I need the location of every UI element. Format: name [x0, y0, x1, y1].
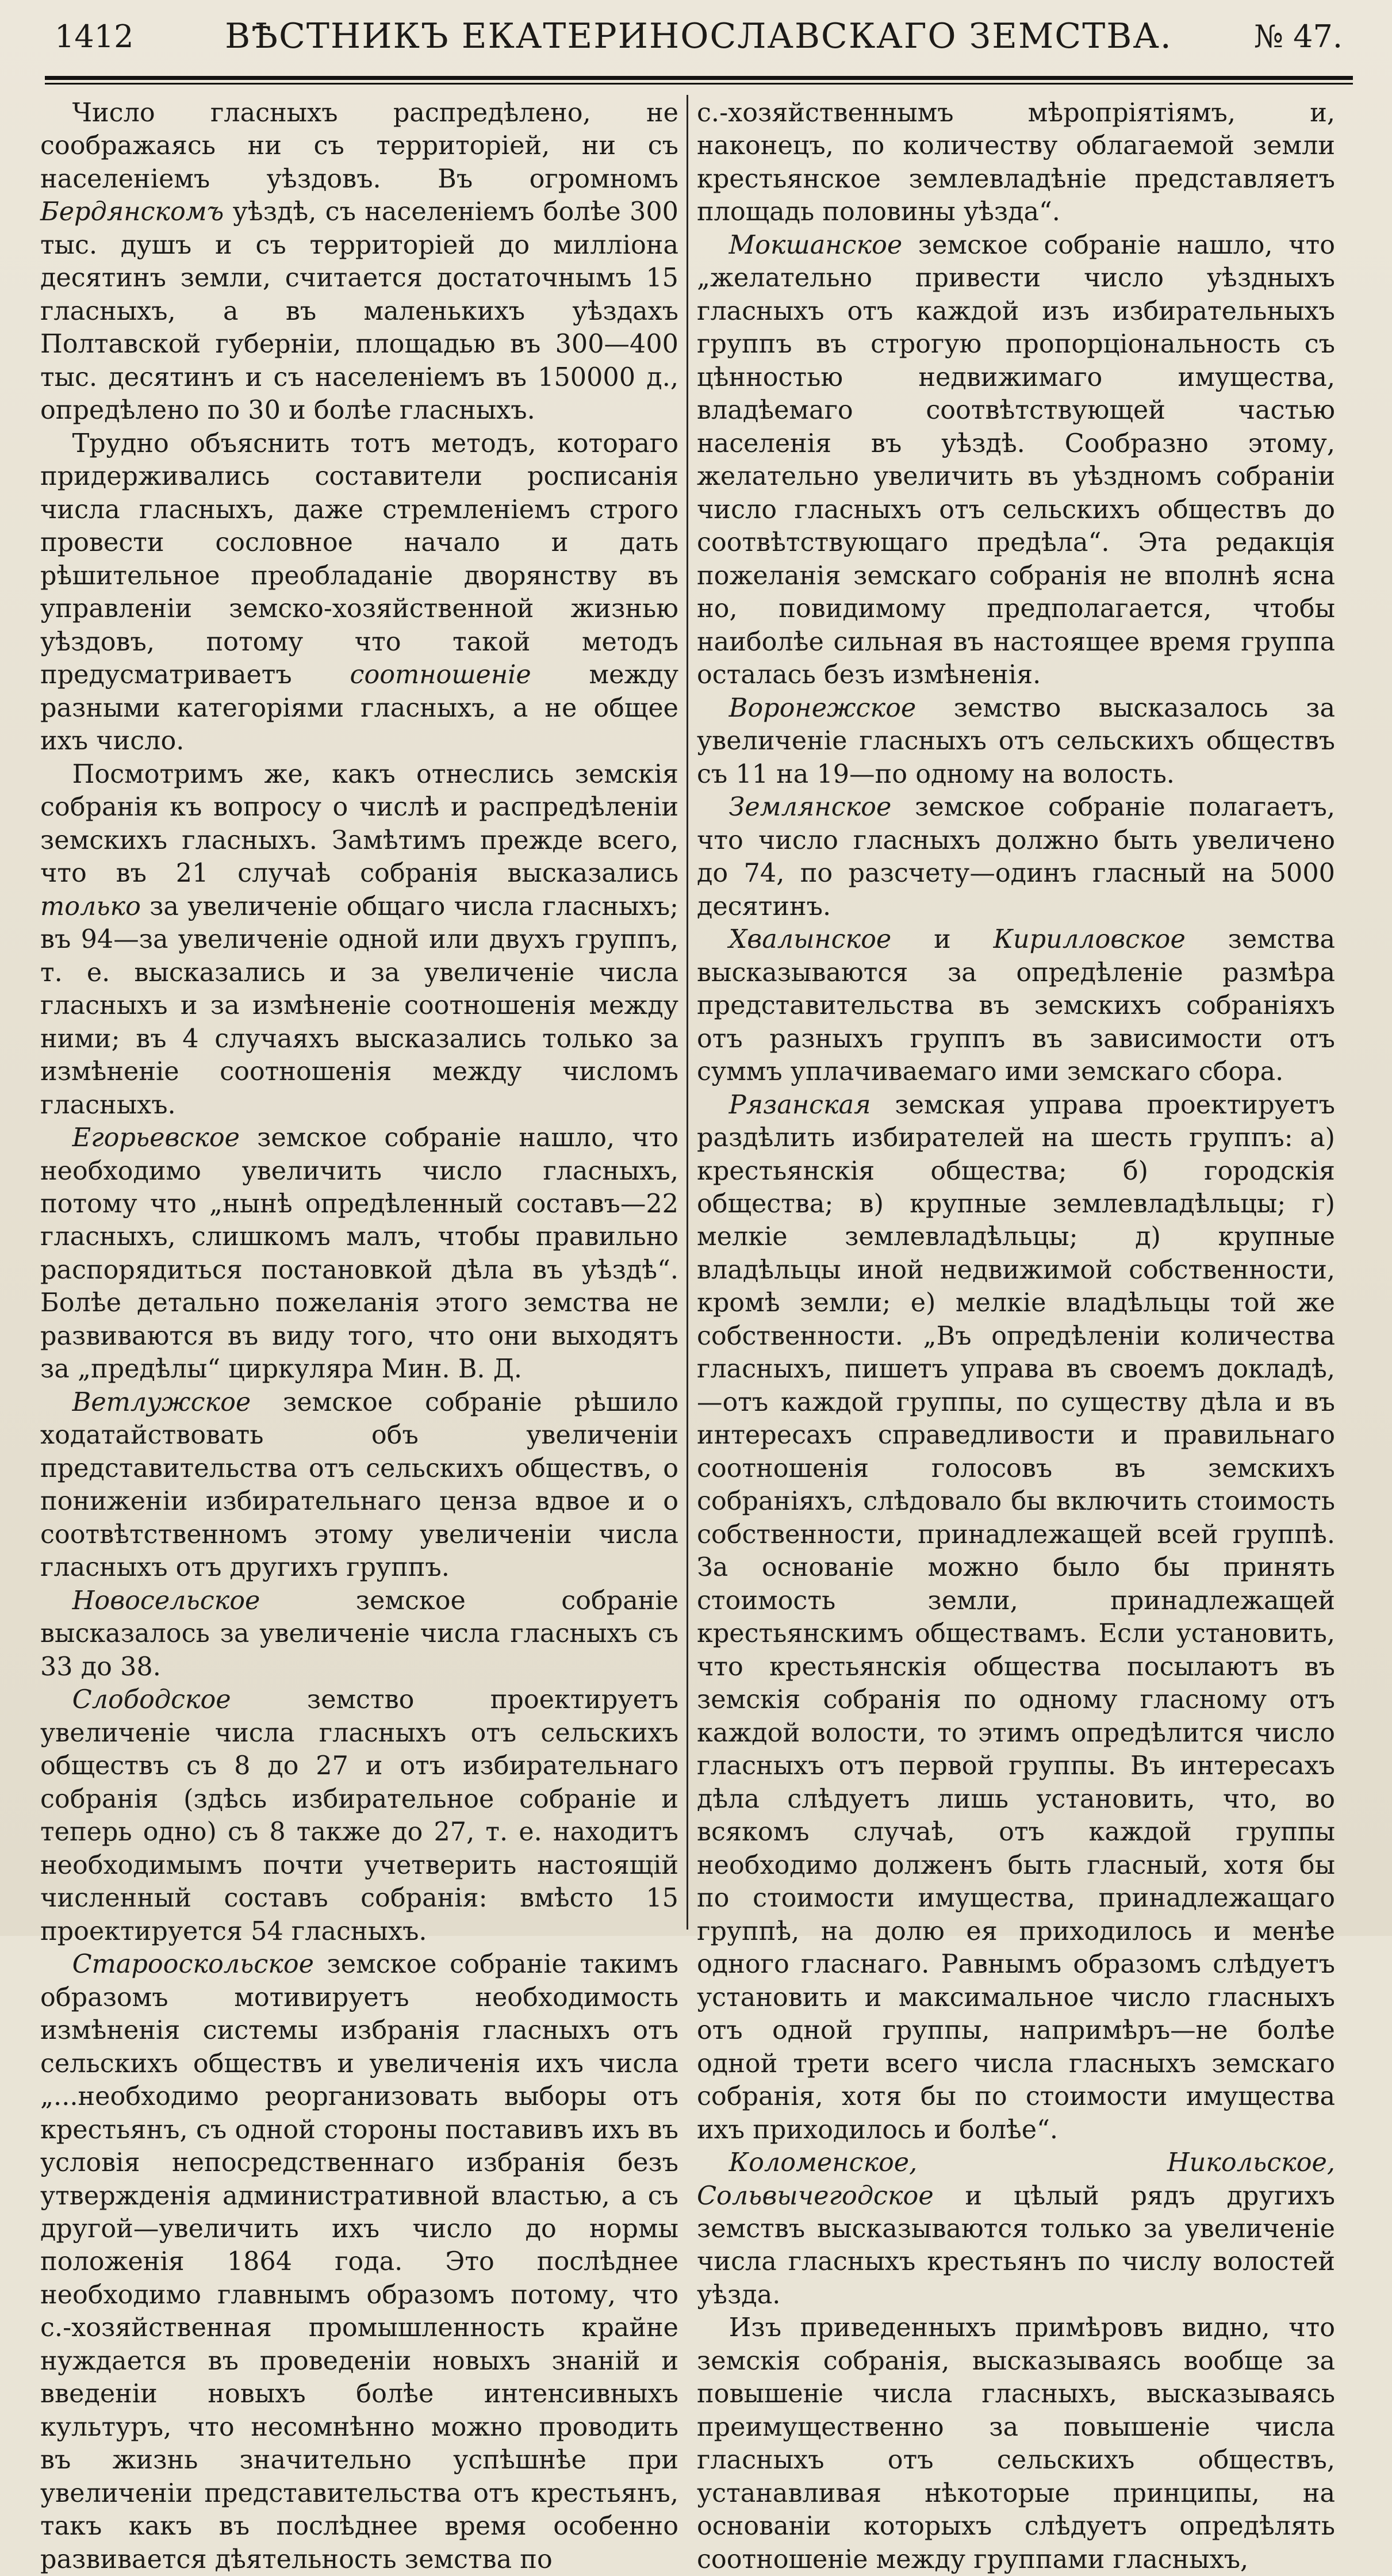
paragraph-text: уѣздѣ, съ населеніемъ болѣе 300 тыс. душъ и съ территоріей до милліона десятинъ земли, считается достаточнымъ 15 гласныхъ, а въ маленькихъ уѣздахъ Полтавской губерніи, площадью въ 300—400 тыс. десятинъ и съ населеніемъ въ 150000 д., опредѣлено по 30 и болѣе гласныхъ.	[40, 197, 678, 426]
paragraph	[40, 1948, 678, 2576]
paragraph	[40, 97, 678, 427]
emphasized-name: Коломенское, Никольское, Сольвычегодское	[697, 2148, 1335, 2211]
header-rule-thick	[45, 76, 1353, 80]
journal-title: ВѢСТНИКЪ ЕКАТЕРИНОСЛАВСКАГО ЗЕМСТВА.	[225, 16, 1172, 56]
paragraph-text: за увеличеніе общаго числа гласныхъ; въ 94—за увеличеніе одной или двухъ группъ, т. е. высказались и за увеличеніе числа гласныхъ и за измѣненіе соотношенія между ними; въ 4 случаяхъ высказались только за измѣненіе соотношенія между числомъ гласныхъ.	[40, 891, 678, 1120]
paragraph-text: Изъ приведенныхъ примѣровъ видно, что земскія собранія, высказываясь вообще за повышеніе числа гласныхъ, высказываясь преимущественно за повышеніе числа гласныхъ отъ сельскихъ обществъ, устанавливая нѣкоторые принципы, на основаніи которыхъ слѣдуетъ опредѣлять соотношеніе между группами гласныхъ,	[697, 2313, 1335, 2574]
paragraph	[40, 427, 678, 758]
paragraph-text: земское собраніе нашло, что необходимо увеличить число гласныхъ, потому что „нынѣ опредѣленный составъ—22 гласныхъ, слишкомъ малъ, чтобы правильно распорядиться постановкой дѣла въ уѣздѣ“. Болѣе детально пожеланія этого земства не развиваются въ виду того, что они выходятъ за „предѣлы“ циркуляра Мин. В. Д.	[40, 1123, 678, 1384]
paragraph-text: Число гласныхъ распредѣлено, не соображаясь ни съ территоріей, ни съ населеніемъ уѣздовъ. Въ огромномъ	[40, 98, 678, 194]
paragraph	[697, 1089, 1335, 2147]
paragraph-text: с.-хозяйственнымъ мѣропріятіямъ, и, наконецъ, по количеству облагаемой земли крестьянское землевладѣніе представляетъ площадь половины уѣзда“.	[697, 98, 1335, 227]
issue-number: № 47.	[1253, 18, 1343, 55]
emphasized-name: Хвалынское	[728, 925, 892, 955]
paragraph	[40, 1584, 678, 1683]
paragraph	[697, 97, 1335, 229]
emphasized-name: Егорьевское	[72, 1123, 240, 1153]
paragraph-text: земское собраніе полагаетъ, что число гласныхъ должно быть увеличено до 74, по разсчету—одинъ гласный на 5000 десятинъ.	[697, 793, 1335, 921]
paragraph-text: земское собраніе высказалось за увеличеніе числа гласныхъ съ 33 до 38.	[40, 1586, 678, 1682]
emphasized-name: Новосельское	[72, 1586, 260, 1616]
paragraph-text: и	[891, 925, 994, 955]
paragraph	[697, 692, 1335, 791]
page-header	[55, 13, 1343, 64]
paragraph-text: Трудно объяснить тотъ методъ, котораго придерживались составители росписанія числа гласныхъ, даже стремленіемъ строго провести сословное начало и дать рѣшительное преобладаніе дворянству въ управленіи земско-хозяйственной жизнью уѣздовъ, потому что такой методъ предусматриваетъ	[40, 428, 678, 690]
emphasized-name: Землянское	[728, 793, 892, 822]
left-column	[40, 97, 678, 2574]
paragraph-text: земство высказалось за увеличеніе гласныхъ отъ сельскихъ обществъ съ 11 на 19—по одному на волость.	[697, 693, 1335, 789]
right-column	[697, 97, 1335, 2574]
paragraph-text: между разными категоріями гласныхъ, а не общее ихъ число.	[40, 660, 678, 756]
emphasized-name: Ветлужское	[72, 1387, 251, 1417]
emphasized-name: Слободское	[72, 1685, 231, 1715]
column-separator	[687, 95, 688, 1930]
paragraph	[40, 1683, 678, 1948]
page-number: 1412	[55, 18, 134, 55]
paragraph-text: и цѣлый рядъ другихъ земствъ высказываются только за увеличеніе числа гласныхъ крестьянъ по числу волостей уѣзда.	[697, 2181, 1335, 2310]
paragraph	[697, 229, 1335, 692]
paragraph	[697, 2146, 1335, 2311]
emphasized-name: Воронежское	[728, 693, 917, 723]
paragraph-text: земства высказываются за опредѣленіе размѣра представительства въ земскихъ собраніяхъ отъ разныхъ группъ въ зависимости отъ суммъ уплачиваемаго ими земскаго сбора.	[697, 925, 1335, 1087]
header-rule-thin	[45, 83, 1353, 85]
emphasized-name: Мокшанское	[728, 230, 903, 260]
emphasized-name: Бердянскомъ	[40, 197, 224, 227]
paragraph-text: земское собраніе такимъ образомъ мотивируетъ необходимость измѣненія системы избранія гласныхъ отъ сельскихъ обществъ и увеличенія ихъ числа „...необходимо реорганизовать выборы отъ крестьянъ, съ одной стороны поставивъ ихъ въ условія непосредственнаго избранія безъ утвержденія административной властью, а съ другой—увеличить ихъ число до нормы положенія 1864 года. Это послѣднее необходимо главнымъ образомъ потому, что с.-хозяйственная промышленность крайне нуждается въ проведеніи новыхъ знаній и введеніи новыхъ болѣе интенсивныхъ культуръ, что несомнѣнно можно проводить въ жизнь значительно успѣшнѣе при увеличеніи представительства отъ крестьянъ, такъ какъ въ послѣднее время особенно развивается дѣятельность земства по	[40, 1950, 678, 2574]
emphasized-name: Рязанская	[728, 1090, 871, 1120]
paragraph-text: земская управа проектируетъ раздѣлить избирателей на шесть группъ: а) крестьянскія общества; б) городскія общества; в) крупные землевладѣльцы; г) мелкіе землевладѣльцы; д) крупные владѣльцы иной недвижимой собственности, кромѣ земли; е) мелкіе владѣльцы той же собственности. „Въ опредѣленіи количества гласныхъ, пишетъ управа въ своемъ докладѣ,—отъ каждой группы, по существу дѣла и въ интересахъ справедливости и правильнаго соотношенія голосовъ въ земскихъ собраніяхъ, слѣдовало бы включить стоимость собственности, принадлежащей всей группѣ. За основаніе можно было бы принять стоимость земли, принадлежащей крестьянскимъ обществамъ. Если установить, что крестьянскія общества посылаютъ въ земскія собранія по одному гласному отъ каждой волости, то этимъ опредѣлится число гласныхъ отъ первой группы. Въ интересахъ дѣла слѣдуетъ лишь установить, что, во всякомъ случаѣ, отъ каждой группы необходимо долженъ быть гласный, хотя бы по стоимости имущества, принадлежащаго группѣ, на долю ея приходилось и менѣе одного гласнаго. Равнымъ образомъ слѣдуетъ установить и максимальное число гласныхъ отъ одной группы, напримѣръ—не болѣе одной трети всего числа гласныхъ земскаго собранія, хотя бы по стоимости имущества ихъ приходилось и болѣе“.	[697, 1090, 1335, 2145]
paragraph	[40, 1386, 678, 1584]
paragraph-text: земское собраніе нашло, что „желательно привести число уѣздныхъ гласныхъ отъ каждой изъ избирательныхъ группъ въ строгую пропорціональность съ цѣнностью недвижимаго имущества, владѣемаго соотвѣтствующей частью населенія въ уѣздѣ. Сообразно этому, желательно увеличить въ уѣздномъ собраніи число гласныхъ отъ сельскихъ обществъ до соотвѣтствующаго предѣла“. Эта редакція пожеланія земскаго собранія не вполнѣ ясна но, повидимому предполагается, чтобы наиболѣе сильная въ настоящее время группа осталась безъ измѣненія.	[697, 230, 1335, 690]
emphasized-name: Старооскольское	[72, 1950, 314, 1980]
paragraph	[40, 1122, 678, 1386]
paragraph-text: земское собраніе рѣшило ходатайствовать объ увеличеніи представительства отъ сельскихъ обществъ, о пониженіи избирательнаго ценза вдвое и о соотвѣтственномъ этому увеличеніи числа гласныхъ отъ другихъ группъ.	[40, 1387, 678, 1583]
paragraph	[40, 758, 678, 1122]
paragraph-text: земство проектируетъ увеличеніе числа гласныхъ отъ сельскихъ обществъ съ 8 до 27 и отъ избирательнаго собранія (здѣсь избирательное собраніе и теперь одно) съ 8 также до 27, т. е. находитъ необходимымъ почти учетверить настоящій численный составъ собранія: вмѣсто 15 проектируется 54 гласныхъ.	[40, 1685, 678, 1946]
emphasized-name: соотношеніе	[350, 660, 531, 690]
paragraph	[697, 923, 1335, 1088]
emphasized-name: только	[40, 891, 141, 921]
paragraph	[697, 791, 1335, 923]
emphasized-name: Кирилловское	[993, 925, 1186, 955]
paragraph	[697, 2311, 1335, 2576]
paragraph-text: Посмотримъ же, какъ отнеслись земскія собранія къ вопросу о числѣ и распредѣленіи земскихъ гласныхъ. Замѣтимъ прежде всего, что въ 21 случаѣ собранія высказались	[40, 759, 678, 889]
